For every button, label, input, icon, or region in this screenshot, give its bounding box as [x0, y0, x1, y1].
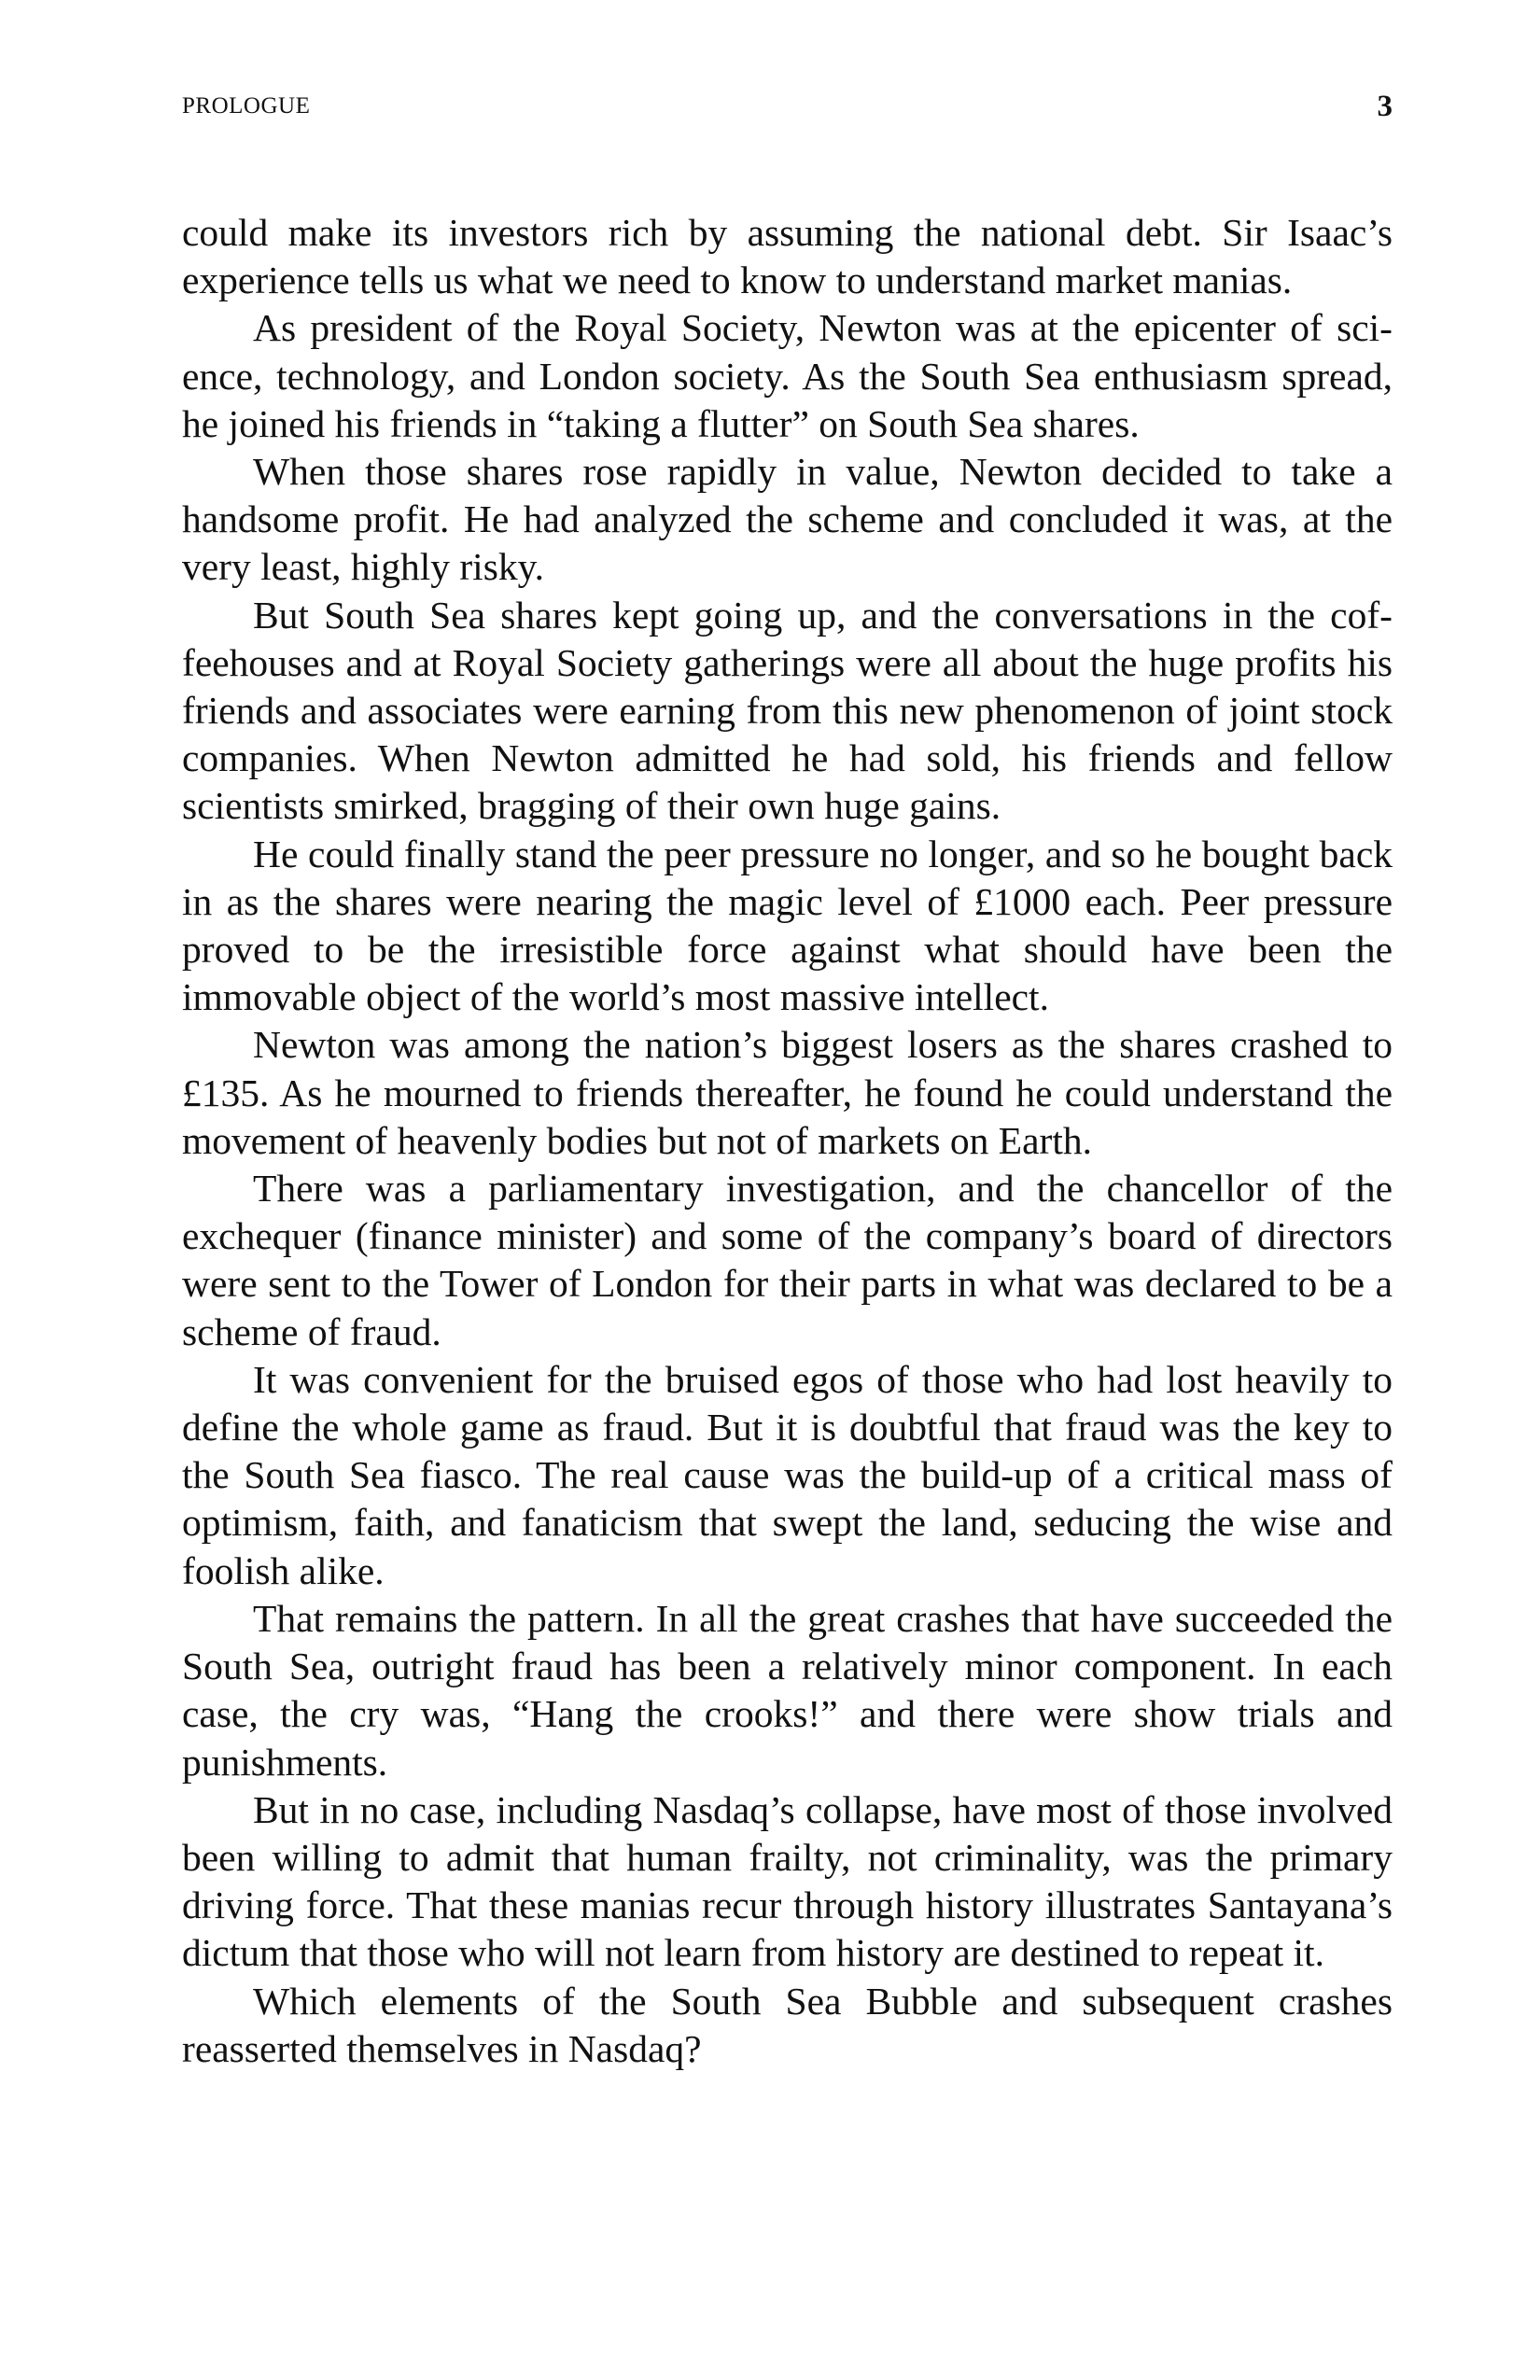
- paragraph-7: There was a parliamentary investigation, and the chancellor of the exchequer (finance minister) and some of the company’s board of directors were sent to the Tower of London for their parts in what was declared to be a scheme of fraud.: [182, 1167, 1393, 1353]
- paragraph-3: When those shares rose rapidly in value, Newton decided to take a handsome profit. He had analyzed the scheme and concluded it was, at the very least, highly risky.: [182, 450, 1393, 589]
- running-head: PROLOGUE: [182, 93, 311, 119]
- body-text: [182, 209, 1393, 2073]
- page-number: 3: [1377, 90, 1393, 123]
- paragraph-6: Newton was among the nation’s biggest losers as the shares crashed to £135. As he mourned to friends thereafter, he found he could understand the movement of heavenly bodies but not of markets on Earth.: [182, 1023, 1393, 1162]
- paragraph-5: He could finally stand the peer pressure no longer, and so he bought back in as the shares were nearing the magic level of £1000 each. Peer pressure proved to be the irresistible force against what should have been the immovable object of the world’s most massive intellect.: [182, 832, 1393, 1019]
- paragraph-4: But South Sea shares kept going up, and the conversations in the coffeehouses and at Royal Society gatherings were all about the huge profits his friends and associates were earning from this new phenomenon of joint stock companies. When Newton admitted he had sold, his friends and fellow scientists smirked, bragging of their own huge gains.: [182, 593, 1393, 828]
- paragraph-11: Which elements of the South Sea Bubble and subsequent crashes reasserted themselves in Nasdaq?: [182, 1979, 1393, 2070]
- paragraph-8: It was convenient for the bruised egos of those who had lost heavily to define the whole game as fraud. But it is doubtful that fraud was the key to the South Sea fiasco. The real cause was the build-up of a critical mass of optimism, faith, and fanaticism that swept the land, seducing the wise and foolish alike.: [182, 1357, 1393, 1592]
- paragraph-9: That remains the pattern. In all the great crashes that have succeeded the South Sea, outright fraud has been a relatively minor component. In each case, the cry was, “Hang the crooks!” and there were show trials and punishments.: [182, 1596, 1393, 1784]
- paragraph-10: But in no case, including Nasdaq’s collapse, have most of those involved been willing to admit that human frailty, not criminality, was the primary driving force. That these manias recur through history illustrates Santayana’s dictum that those who will not learn from history are destined to repeat it.: [182, 1787, 1393, 1975]
- paragraph-1: could make its investors rich by assuming the national debt. Sir Isaac’s experience tells us what we need to know to understand market manias.: [182, 211, 1393, 302]
- paragraph-2: As president of the Royal Society, Newton was at the epicenter of science, technology, and London society. As the South Sea enthusiasm spread, he joined his friends in “taking a flutter” on South Sea shares.: [182, 306, 1393, 445]
